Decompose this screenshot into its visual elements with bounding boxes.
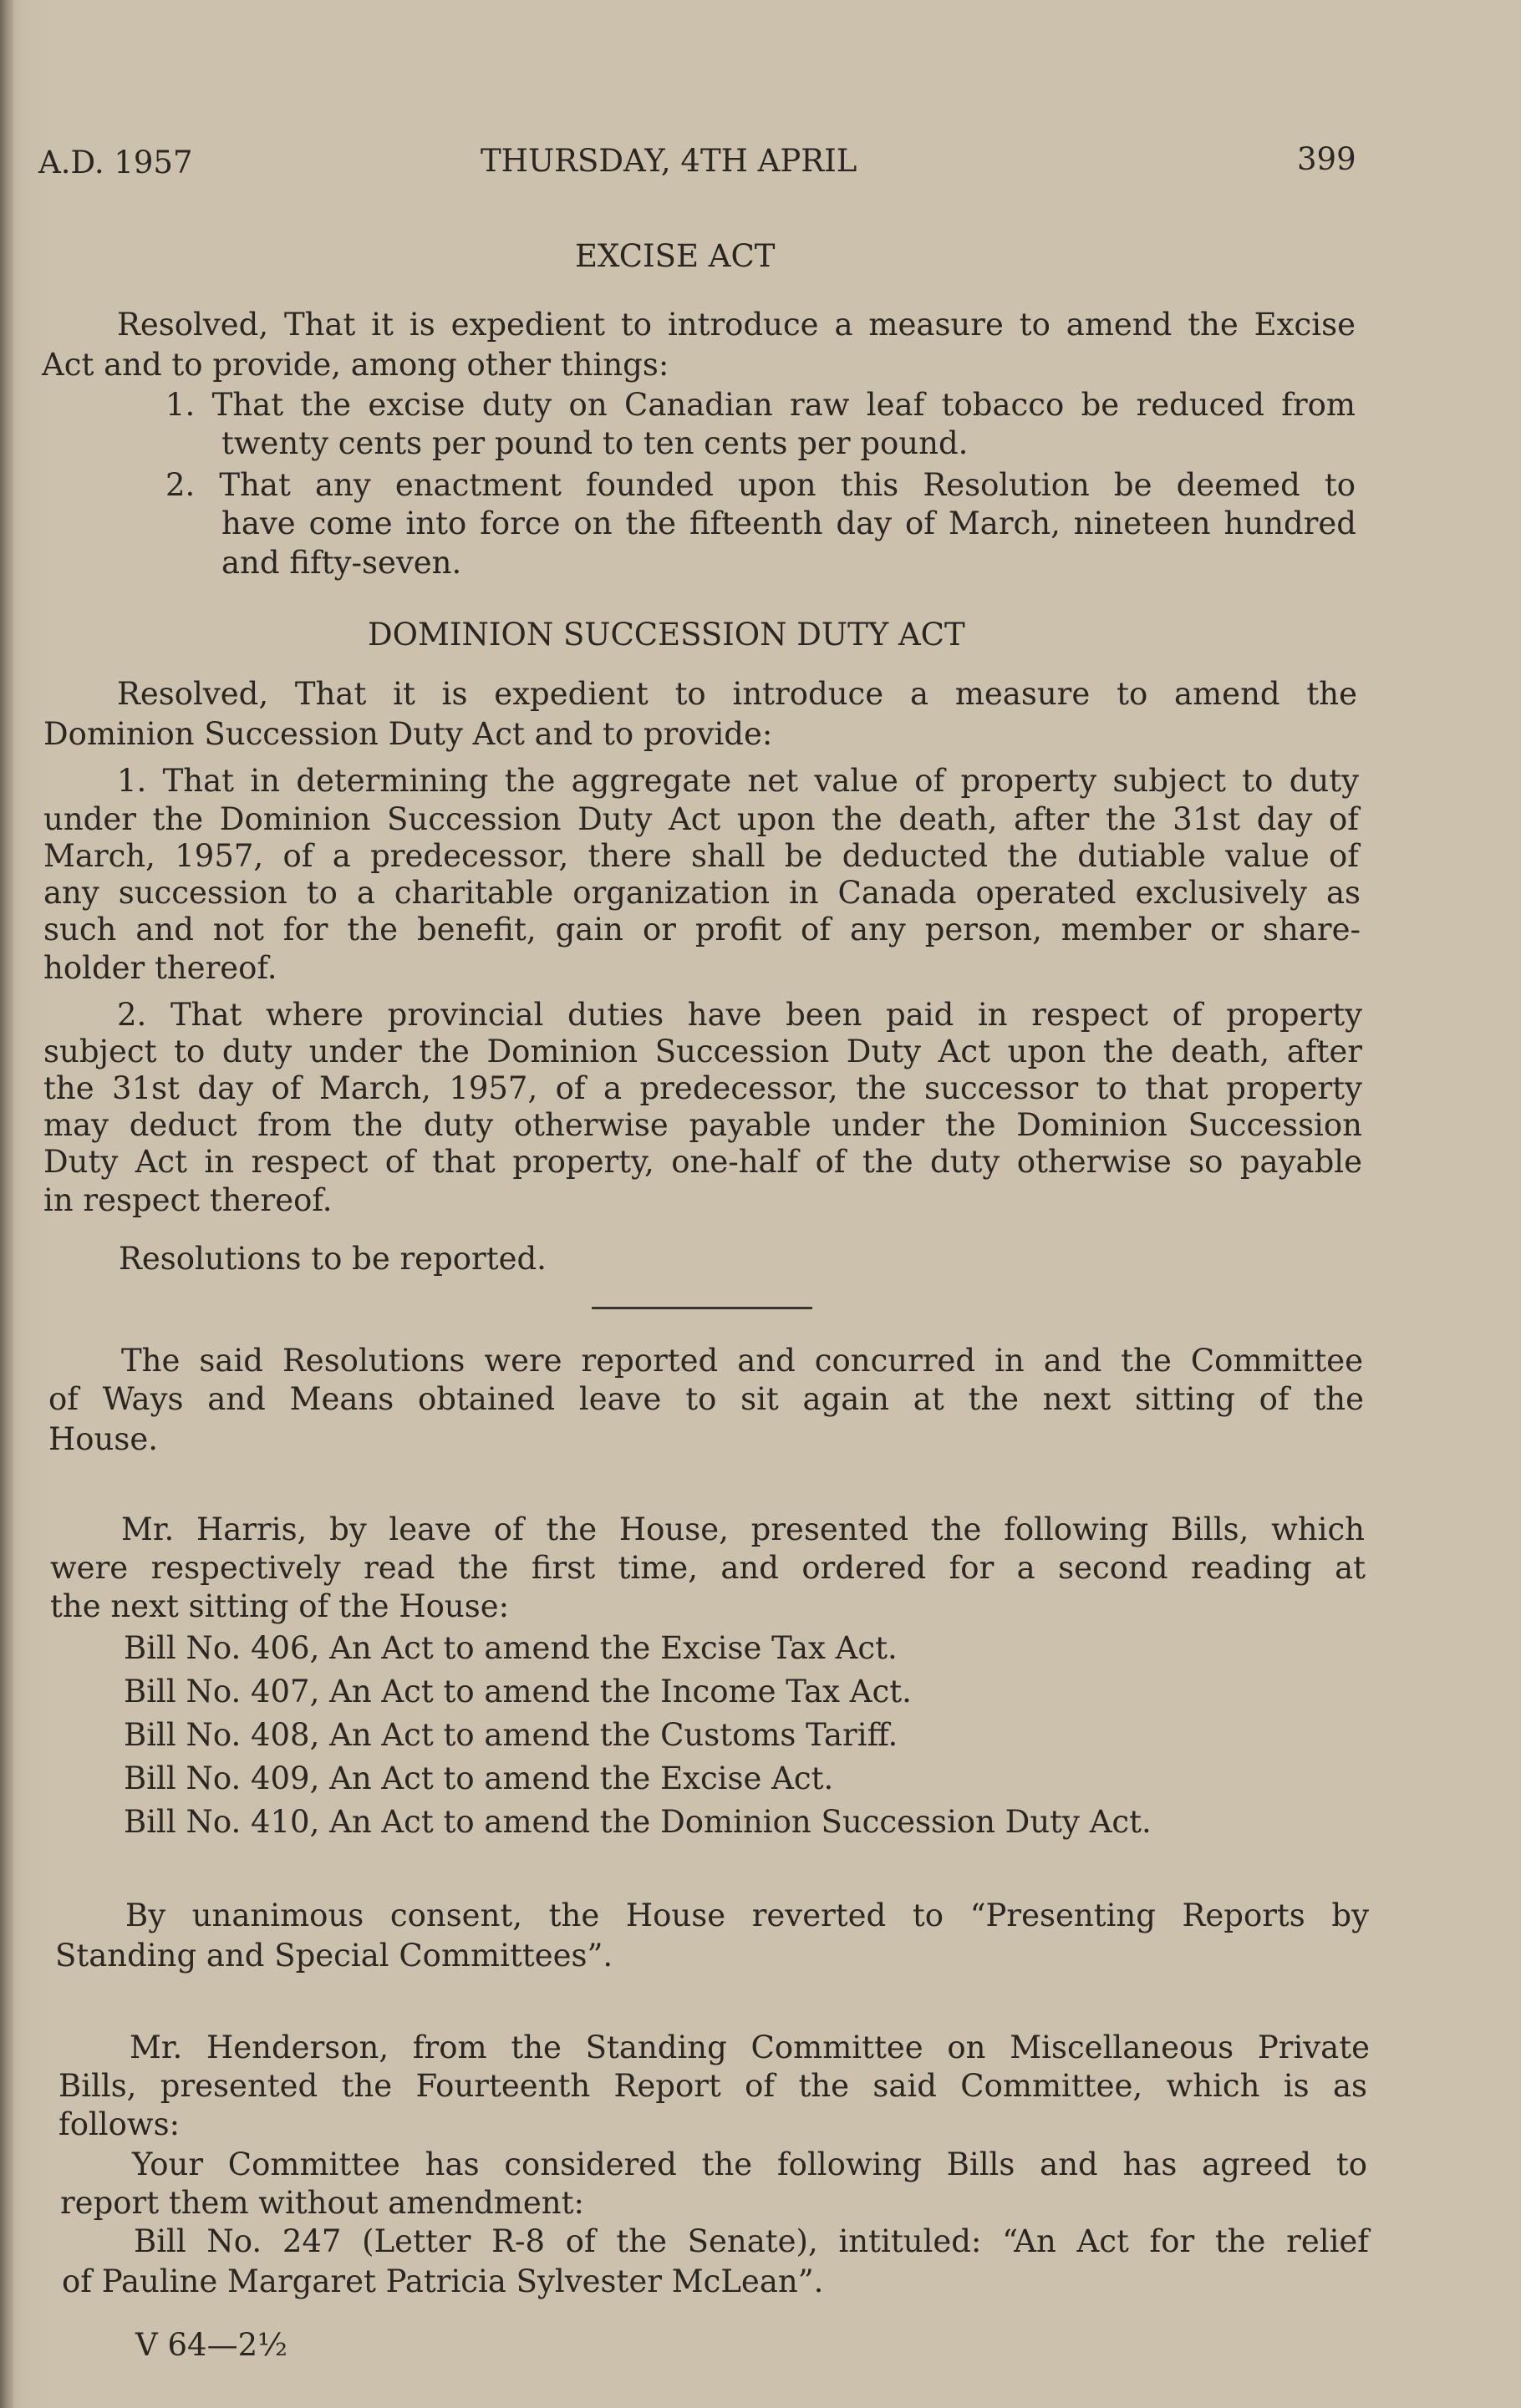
excise-item-line: twenty cents per pound to ten cents per pound. <box>221 425 969 461</box>
succession-para-line: the 31st day of March, 1957, of a predecessor, the successor to that property <box>43 1070 1362 1106</box>
succession-para-line: in respect thereof. <box>43 1182 333 1218</box>
excise-item-line: have come into force on the fifteenth day of March, nineteen hundred <box>221 505 1356 541</box>
resolutions-reported: Resolutions to be reported. <box>119 1241 547 1277</box>
henderson-line: report them without amendment: <box>60 2185 584 2221</box>
succession-para-line: under the Dominion Succession Duty Act upon the death, after the 31st day of <box>43 801 1359 837</box>
page-binding-edge <box>0 0 13 2408</box>
succession-title: DOMINION SUCCESSION DUTY ACT <box>368 617 965 653</box>
concurred-line: The said Resolutions were reported and concurred in and the Committee <box>121 1343 1363 1379</box>
succession-para-line: any succession to a charitable organization in Canada operated exclusively as <box>43 875 1361 911</box>
concurred-line: of Ways and Means obtained leave to sit again at the next sitting of the <box>48 1381 1364 1417</box>
bill-item: Bill No. 409, An Act to amend the Excise Act. <box>124 1760 834 1796</box>
bill-item: Bill No. 408, An Act to amend the Customs Tariff. <box>124 1717 898 1753</box>
succession-para-line: 2. That where provincial duties have been paid in respect of property <box>117 997 1362 1033</box>
henderson-line: Mr. Henderson, from the Standing Committee on Miscellaneous Private <box>130 2030 1370 2065</box>
bill-item: Bill No. 406, An Act to amend the Excise Tax Act. <box>124 1630 898 1666</box>
succession-para-line: Duty Act in respect of that property, one-half of the duty otherwise so payable <box>43 1144 1362 1180</box>
bill-item: Bill No. 407, An Act to amend the Income Tax Act. <box>124 1674 912 1709</box>
header-page-number: 399 <box>1297 141 1356 177</box>
excise-item-line: 2. That any enactment founded upon this Resolution be deemed to <box>165 467 1356 503</box>
harris-line: the next sitting of the House: <box>50 1588 510 1624</box>
succession-para-line: such and not for the benefit, gain or profit of any person, member or share- <box>43 912 1361 947</box>
header-date: THURSDAY, 4TH APRIL <box>481 143 857 179</box>
succession-para-line: holder thereof. <box>43 950 277 986</box>
henderson-line: Bills, presented the Fourteenth Report of the said Committee, which is as <box>58 2068 1367 2104</box>
excise-intro-line: Resolved, That it is expedient to introduce a measure to amend the Excise <box>117 307 1356 343</box>
succession-intro-line: Dominion Succession Duty Act and to provide: <box>43 716 773 752</box>
excise-intro-line: Act and to provide, among other things: <box>42 347 669 383</box>
henderson-line: of Pauline Margaret Patricia Sylvester McLean”. <box>62 2263 824 2299</box>
excise-item-line: and fifty-seven. <box>221 545 462 581</box>
henderson-line: Bill No. 247 (Letter R-8 of the Senate), intituled: “An Act for the relief <box>134 2223 1369 2259</box>
section-divider <box>592 1307 812 1309</box>
excise-title: EXCISE ACT <box>575 238 776 274</box>
henderson-line: follows: <box>58 2106 181 2142</box>
henderson-line: Your Committee has considered the following Bills and has agreed to <box>132 2146 1367 2182</box>
consent-line: Standing and Special Committees”. <box>55 1938 613 1974</box>
concurred-line: House. <box>48 1421 159 1457</box>
succession-para-line: subject to duty under the Dominion Succession Duty Act upon the death, after <box>43 1034 1362 1069</box>
header-year: A.D. 1957 <box>38 145 193 180</box>
harris-line: Mr. Harris, by leave of the House, presented the following Bills, which <box>121 1511 1365 1547</box>
bill-item: Bill No. 410, An Act to amend the Dominion Succession Duty Act. <box>124 1804 1152 1840</box>
succession-para-line: 1. That in determining the aggregate net value of property subject to duty <box>117 763 1359 799</box>
consent-line: By unanimous consent, the House reverted to “Presenting Reports by <box>125 1897 1369 1933</box>
harris-line: were respectively read the first time, and ordered for a second reading at <box>50 1550 1366 1586</box>
succession-intro-line: Resolved, That it is expedient to introduce a measure to amend the <box>117 676 1357 712</box>
excise-item-line: 1. That the excise duty on Canadian raw leaf tobacco be reduced from <box>165 387 1356 423</box>
succession-para-line: March, 1957, of a predecessor, there shall be deducted the dutiable value of <box>43 838 1359 874</box>
succession-para-line: may deduct from the duty otherwise payable under the Dominion Succession <box>43 1107 1362 1143</box>
printer-signature: V 64—2½ <box>135 2327 287 2363</box>
